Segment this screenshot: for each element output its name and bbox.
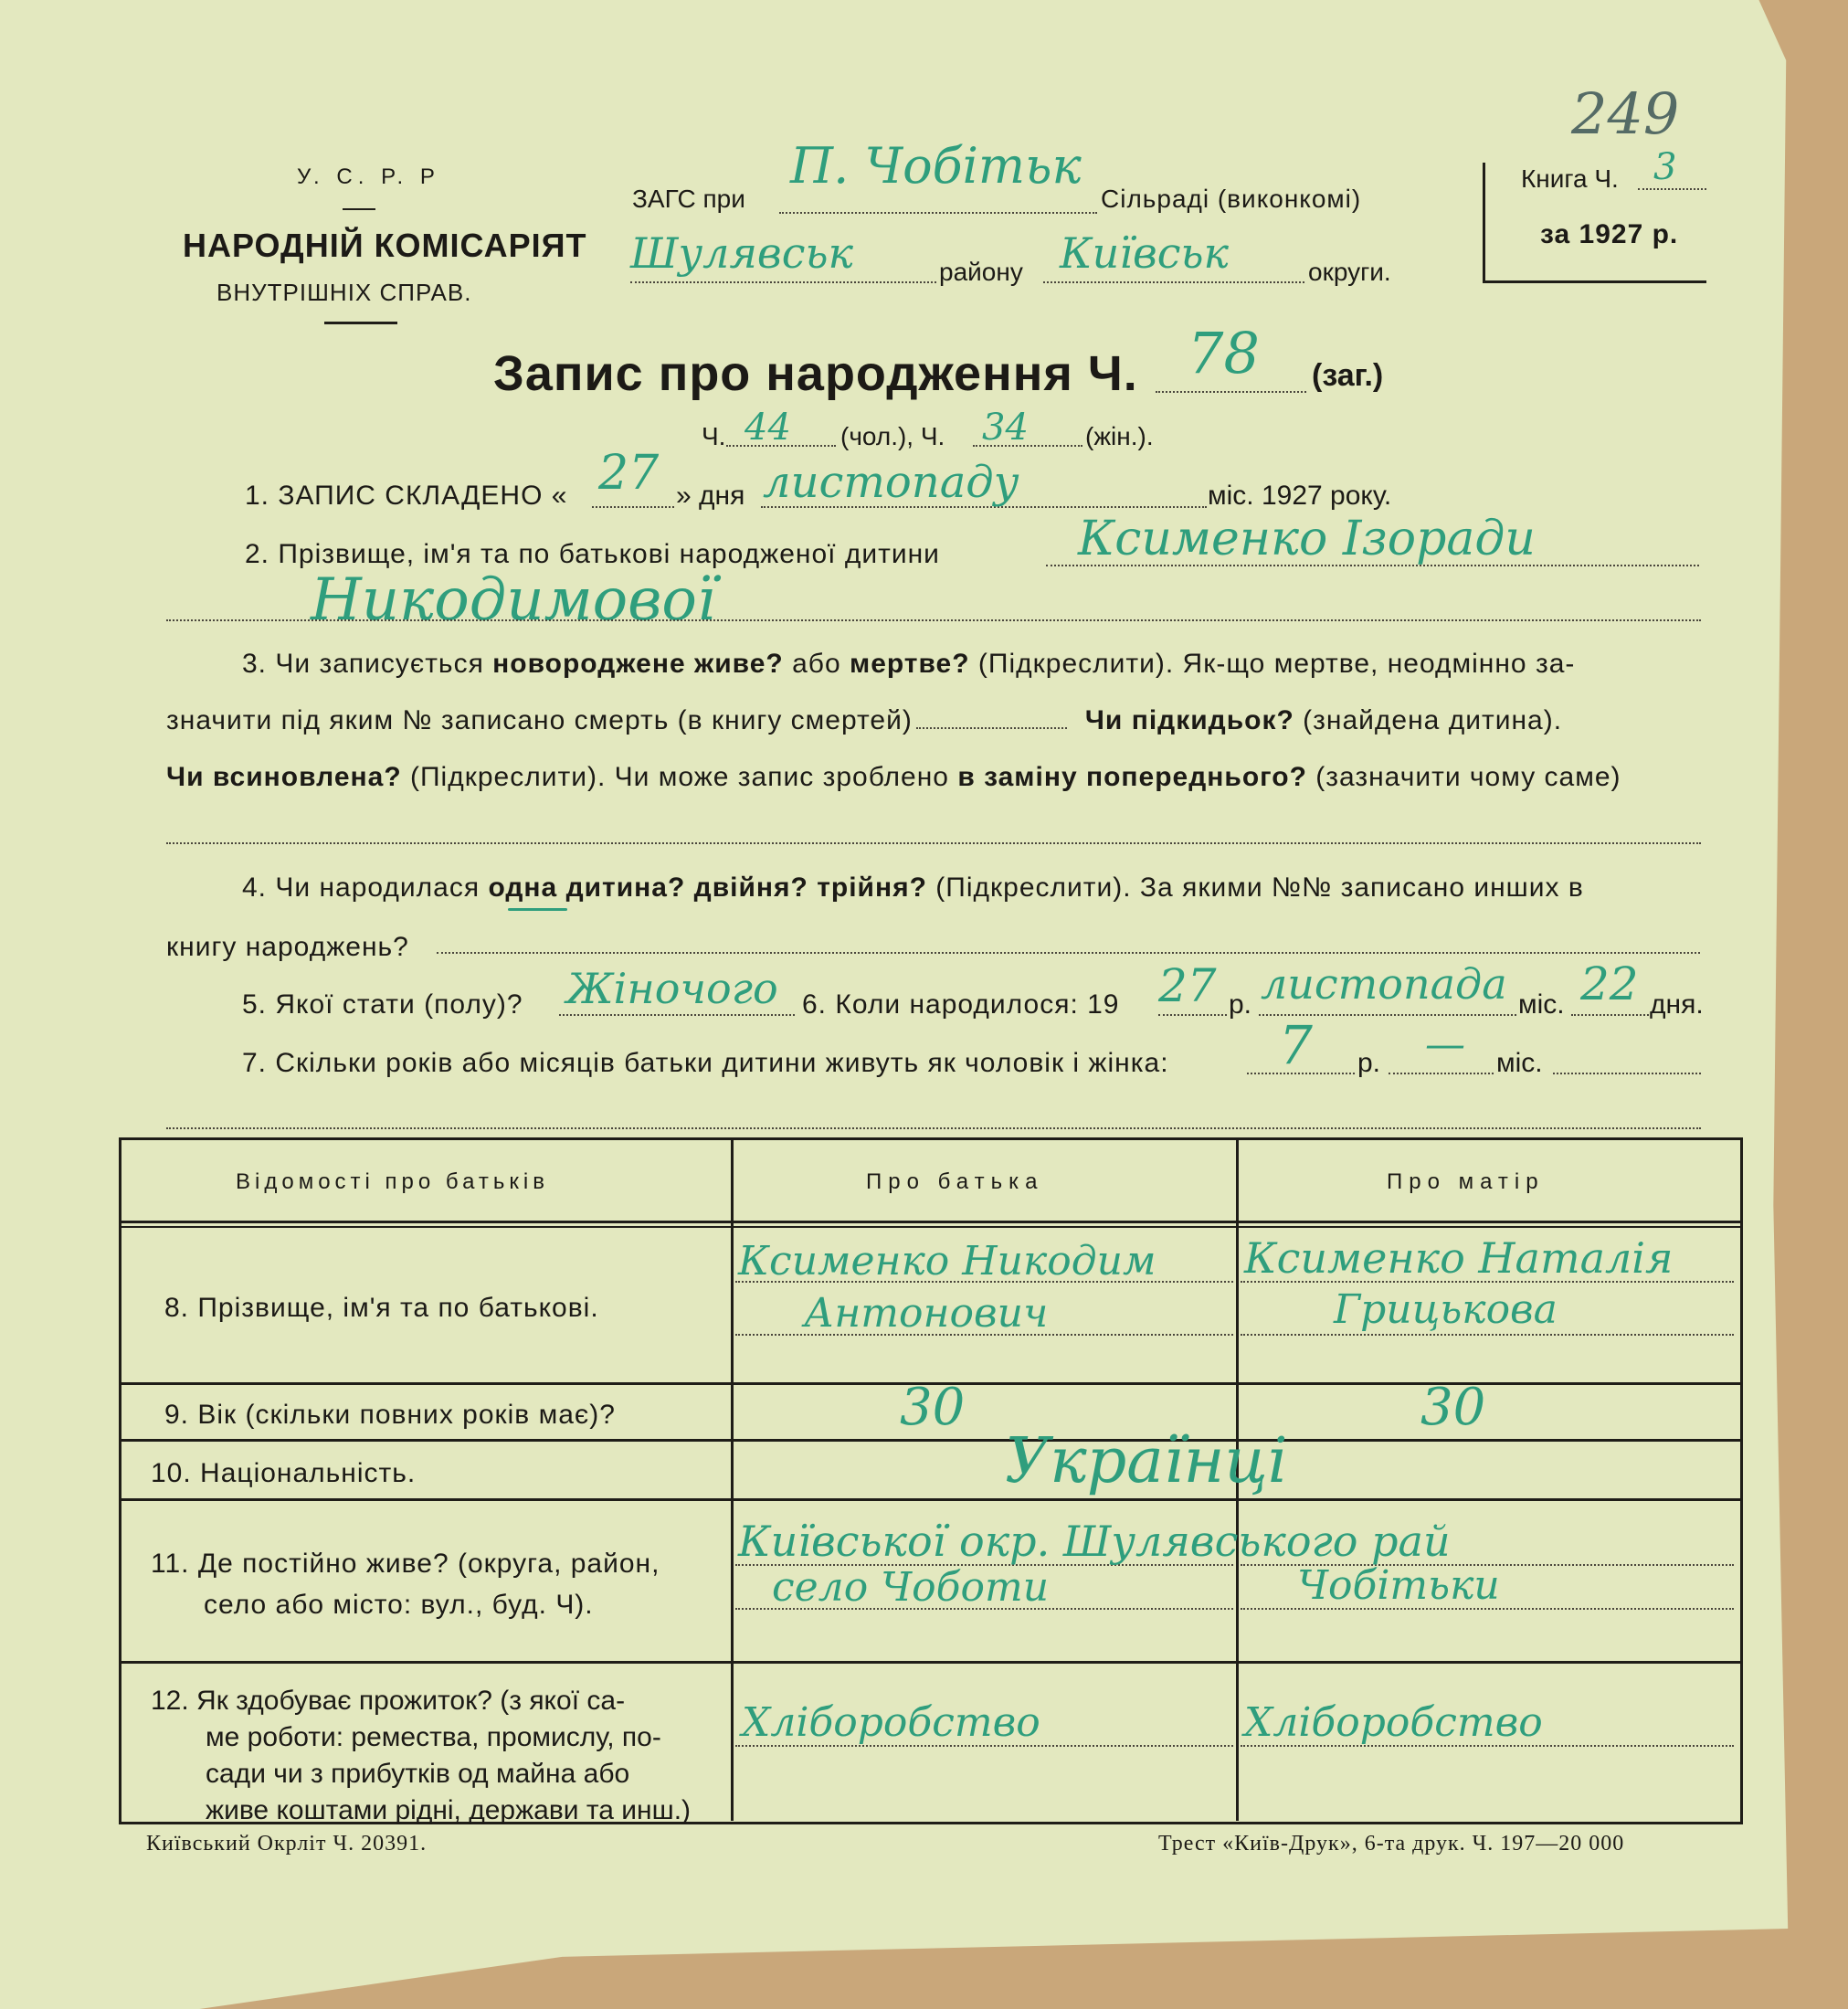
item-4-line1 — [242, 872, 1584, 904]
row-11-label-line2: село або місто: вул., буд. Ч). — [204, 1590, 594, 1620]
q6-dnya: дня. — [1650, 989, 1704, 1020]
q2-continuation-line — [166, 619, 1701, 621]
table-row-divider — [121, 1226, 1740, 1228]
q7-years: 7 — [1279, 1014, 1313, 1076]
row-12-label-line: сади чи з прибутків од майна або — [206, 1759, 630, 1789]
q4-text: (Підкреслити). За якими №№ записано инших в — [935, 872, 1584, 903]
footer-left: Київський Окрліт Ч. 20391. — [146, 1832, 428, 1856]
row-10-nationality: Українці — [1005, 1425, 1288, 1497]
q5-label: 5. Якої стати (полу)? — [242, 989, 523, 1020]
female-count: 34 — [982, 407, 1029, 449]
row-8-mother-line — [1241, 1334, 1734, 1336]
row-8-father-line2: Антонович — [804, 1290, 1049, 1337]
row-11-mother-line2: Чобітьки — [1297, 1562, 1500, 1609]
table-row-divider — [121, 1439, 1740, 1442]
row-11-address-line1: Київської окр. Шулявського рай — [738, 1517, 1451, 1566]
q7-label: 7. Скільки років або місяців батьки дитини живуть як чоловік і жінка: — [242, 1048, 1169, 1078]
book-year: за 1927 р. — [1540, 219, 1679, 249]
divider — [343, 208, 375, 210]
row-11-label-line1: 11. Де постійно живе? (округа, район, — [151, 1549, 660, 1579]
q3-text: (зазначити чому саме) — [1315, 762, 1621, 792]
ministry-title: НАРОДНІЙ КОМІСАРІЯТ — [183, 227, 587, 264]
row-12-label-line: живе коштами рідні, держави та инш.) — [206, 1795, 692, 1825]
record-number: 78 — [1188, 320, 1260, 386]
q3-dead-option: мертве? — [850, 649, 970, 679]
q3-death-field — [916, 727, 1067, 729]
row-12-father: Хліборобство — [742, 1699, 1040, 1746]
district-value: Шулявськ — [630, 228, 853, 278]
table-row-divider — [121, 1221, 1740, 1223]
q7-r: р. — [1357, 1048, 1381, 1078]
q3-text: значити під яким № записано смерть (в книгу смертей) — [166, 705, 913, 735]
female-label: (жін.). — [1085, 422, 1154, 450]
book-box-left — [1483, 163, 1485, 283]
record-title: Запис про народження Ч. — [493, 346, 1138, 401]
table-header-father: Про батька — [866, 1169, 1044, 1194]
republic-abbrev: У. С. Р. Р — [297, 164, 440, 189]
ministry-subtitle: ВНУТРІШНІХ СПРАВ. — [216, 279, 472, 306]
table-header-info: Відомості про батьків — [236, 1169, 549, 1194]
row-8-father-line1: Ксименко Никодим — [738, 1238, 1156, 1285]
q6-month: листопада — [1261, 959, 1507, 1009]
item-3-line2 — [166, 705, 1562, 736]
row-9-label: 9. Вік (скільки повних років має)? — [164, 1400, 616, 1430]
record-number-suffix: (заг.) — [1312, 358, 1384, 393]
table-row-divider — [121, 1498, 1740, 1501]
row-12-label — [151, 1683, 691, 1829]
male-prefix: Ч. — [702, 422, 726, 450]
council-label: Сільраді (виконкомі) — [1101, 185, 1362, 213]
q2-value-line2: Никодимової — [311, 566, 716, 634]
row-12-label-line: 12. Як здобуває прожиток? (з якої са- — [151, 1686, 626, 1716]
table-col-divider — [731, 1140, 734, 1821]
okruha-label: округи. — [1308, 258, 1391, 286]
row-9-mother: 30 — [1420, 1378, 1486, 1437]
zags-value: П. Чобітьк — [790, 137, 1082, 195]
item-3-line1 — [242, 649, 1575, 680]
district-label: району — [939, 258, 1023, 286]
q1-suffix: міс. 1927 року. — [1208, 481, 1392, 511]
q6-day: 22 — [1580, 957, 1639, 1010]
row-8-mother-line2: Грицькова — [1334, 1286, 1558, 1333]
q4-options: одна дитина? двійня? трійня? — [488, 872, 927, 903]
q3-replacement: в заміну попереднього? — [957, 762, 1307, 792]
q7-mis: міс. — [1496, 1048, 1543, 1078]
q2-label: 2. Прізвище, ім'я та по батькові народженої дитини — [245, 539, 940, 569]
q6-year: 27 — [1158, 959, 1217, 1012]
okruha-value: Київськ — [1060, 228, 1229, 278]
item-3-line3 — [166, 762, 1621, 793]
q3-text: 3. Чи записується — [242, 649, 484, 679]
row-12-mother: Хліборобство — [1244, 1699, 1543, 1746]
q4-line2: книгу народжень? — [166, 932, 409, 962]
q3-text: (знайдена дитина). — [1303, 705, 1563, 735]
row-9-father: 30 — [900, 1378, 966, 1437]
table-header-mother: Про матір — [1387, 1169, 1545, 1194]
q4-field — [437, 952, 1700, 954]
q3-text: (Підкреслити). Чи може запис зроблено — [410, 762, 949, 792]
q4-text: 4. Чи народилася — [242, 872, 480, 903]
q6-r: р. — [1229, 989, 1252, 1020]
q7-continuation-line — [166, 1127, 1701, 1129]
q5-value: Жіночого — [566, 964, 778, 1013]
q1-mid: » дня — [676, 481, 745, 511]
row-8-label: 8. Прізвище, ім'я та по батькові. — [164, 1293, 599, 1323]
row-10-label: 10. Національність. — [151, 1458, 417, 1488]
q6-mis: міс. — [1518, 989, 1565, 1020]
archive-number: 249 — [1571, 80, 1680, 147]
table-row-divider — [121, 1661, 1740, 1664]
q4-underline-mark — [508, 908, 567, 911]
divider — [324, 322, 397, 324]
row-8-mother-line1: Ксименко Наталія — [1244, 1233, 1674, 1283]
book-label: Книга Ч. — [1521, 164, 1619, 193]
zags-label: ЗАГС при — [632, 185, 745, 213]
q7-months: — — [1425, 1021, 1465, 1068]
book-value: 3 — [1653, 146, 1677, 188]
q3-text: або — [792, 649, 841, 679]
row-11-father-line2: село Чоботи — [772, 1564, 1050, 1611]
q1-month: листопаду — [763, 457, 1019, 508]
row-12-label-line: ме роботи: ремества, промислу, по- — [206, 1722, 661, 1752]
male-label: (чол.), Ч. — [840, 422, 945, 450]
male-count: 44 — [744, 407, 791, 449]
q3-alive-option: новороджене живе? — [492, 649, 784, 679]
q3-continuation-line — [166, 842, 1701, 844]
q7-tail-field — [1553, 1042, 1701, 1074]
book-box-bottom — [1483, 280, 1706, 283]
q3-foundling: Чи підкидьок? — [1084, 705, 1294, 735]
footer-right: Трест «Київ-Друк», 6-та друк. Ч. 197—20 000 — [1158, 1832, 1625, 1856]
q6-label: 6. Коли народилося: 19 — [802, 989, 1120, 1020]
q1-prefix: 1. ЗАПИС СКЛАДЕНО « — [245, 481, 568, 511]
q3-adopted: Чи всиновлена? — [166, 762, 402, 792]
q2-value-line1: Ксименко Ізоради — [1078, 512, 1536, 566]
q3-text: (Підкреслити). Як-що мертве, неодмінно за- — [977, 649, 1576, 679]
q1-day: 27 — [598, 446, 660, 501]
